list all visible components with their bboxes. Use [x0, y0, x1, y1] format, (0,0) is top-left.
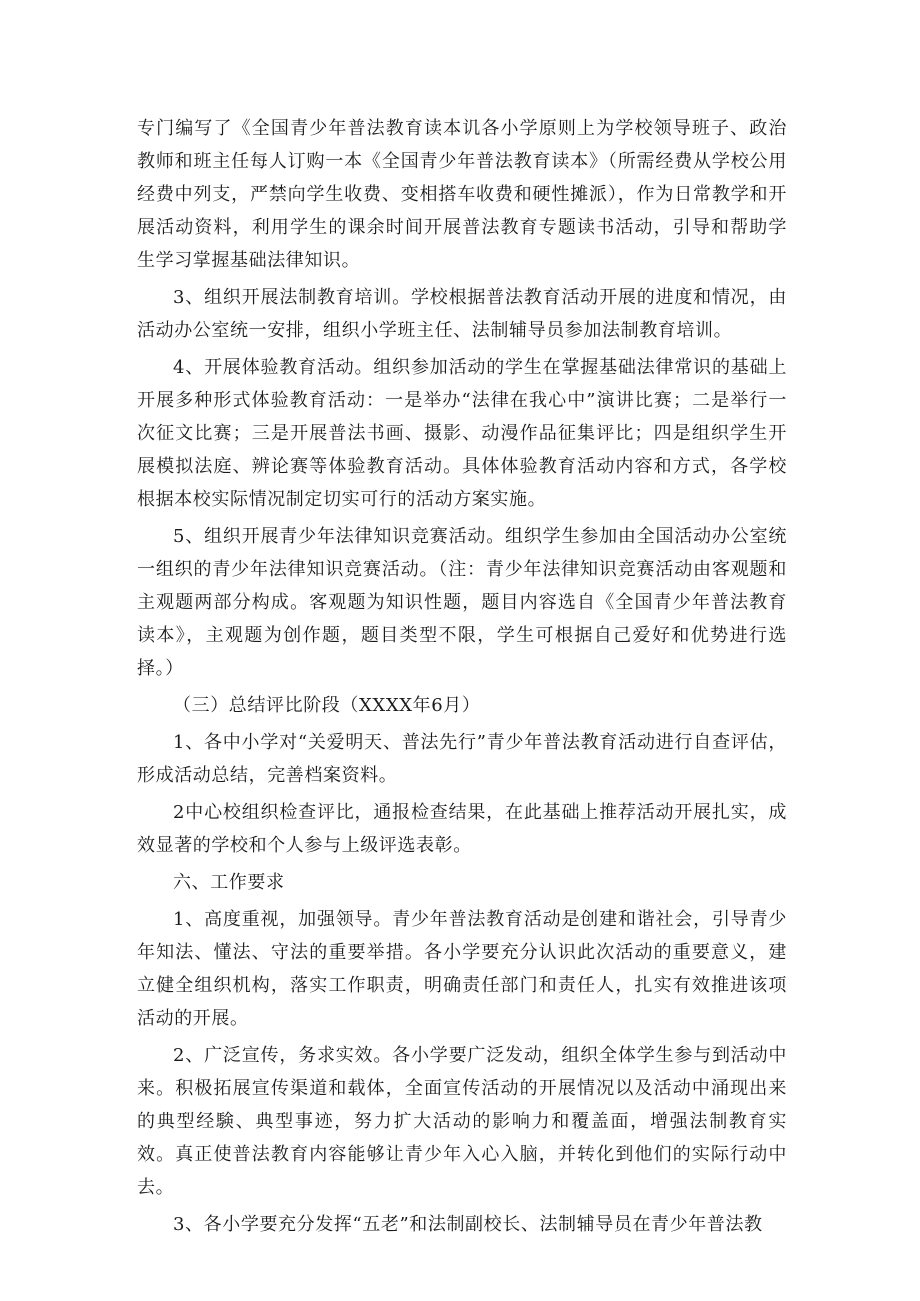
paragraph-knowledge-contest: 5、组织开展青少年法律知识竞赛活动。组织学生参加由全国活动办公室统一组织的青少年法律知识竞赛活动。（注：青少年法律知识竞赛活动由客观题和主观题两部分构成。客观题为知识性题，题目内容选自《全国青少年普法教育读本》，主观题为创作题，题目类型不限，学生可根据自己爱好和优势进行选择。） [137, 526, 787, 679]
paragraph-self-assessment: 1、各中小学对“关爱明天、普法先行”青少年普法教育活动进行自查评估，形成活动总结，完善档案资料。 [137, 732, 787, 786]
paragraph-training: 3、组织开展法制教育培训。学校根据普法教育活动开展的进度和情况，由活动办公室统一安排，组织小学班主任、法制辅导员参加法制教育培训。 [137, 287, 787, 341]
document-body [137, 112, 787, 1245]
paragraph-leadership: 1、高度重视，加强领导。青少年普法教育活动是创建和谐社会，引导青少年知法、懂法、守法的重要举措。各小学要充分认识此次活动的重要意义，建立健全组织机构，落实工作职责，明确责任部门和责任人，扎实有效推进该项活动的开展。 [137, 909, 787, 1029]
paragraph-publicity: 2、广泛宣传，务求实效。各小学要广泛发动，组织全体学生参与到活动中来。积极拓展宣传渠道和载体，全面宣传活动的开展情况以及活动中涌现出来的典型经験、典型事迹，努力扩大活动的影响力和覆盖面，增强法制教育实效。真正使普法教育内容能够让青少年入心入脑，并转化到他们的实际行动中去。 [137, 1045, 787, 1198]
paragraph-reading-book: 专门编写了《全国青少年普法教育读本讥各小学原则上为学校领导班子、政治教师和班主任每人订购一本《全国青少年普法教育读本》（所需经费从学校公用经费中列支，严禁向学生收费、变相搭车收费和硬性摊派），作为日常教学和开展活动资料，利用学生的课余时间开展普法教育专题读书活动，引导和帮助学生学习掌握基础法律知识。 [137, 118, 787, 271]
paragraph-inspection: 2中心校组织检查评比，通报检查结果，在此基础上推荐活动开展扎实，成效显著的学校和个人参与上级评选表彰。 [137, 802, 787, 856]
section-heading-work-requirements: 六、工作要求 [173, 872, 285, 893]
paragraph-experience-activities: 4、开展体验教育活动。组织参加活动的学生在掌握基础法律常识的基础上开展多种形式体验教育活动：一是举办“法律在我心中”演讲比赛；二是举行一次征文比赛；三是开展普法书画、摄影、动漫作品征集评比；四是组织学生开展模拟法庭、辨论赛等体验教育活动。具体体验教育活动内容和方式，各学校根据本校实际情况制定切实可行的活动方案实施。 [137, 357, 787, 510]
section-heading-summary-stage: （三）总结评比阶段（XXXX年6月） [173, 695, 481, 716]
paragraph-five-elders: 3、各小学要充分发挥“五老”和法制副校长、法制辅导员在青少年普法教 [173, 1214, 763, 1235]
